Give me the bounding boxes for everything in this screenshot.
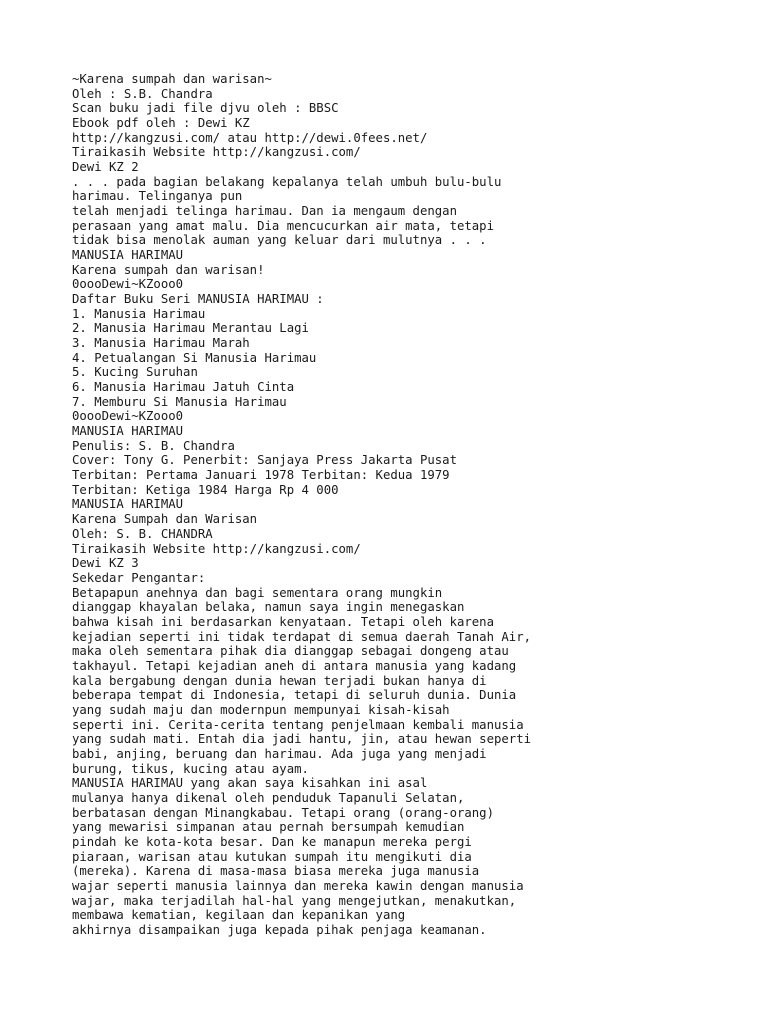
text-line: bahwa kisah ini berdasarkan kenyataan. Tetapi oleh karena <box>72 614 494 629</box>
text-line: mulanya hanya dikenal oleh penduduk Tapanuli Selatan, <box>72 790 465 805</box>
text-line: MANUSIA HARIMAU <box>72 248 184 263</box>
text-line: kala bergabung dengan dunia hewan terjadi bukan hanya di <box>72 673 487 688</box>
text-line: 4. Petualangan Si Manusia Harimau <box>72 350 317 365</box>
text-line: telah menjadi telinga harimau. Dan ia mengaum dengan <box>72 204 457 219</box>
text-line: maka oleh sementara pihak dia dianggap sebagai dongeng atau <box>72 644 509 659</box>
text-line: 5. Kucing Suruhan <box>72 365 198 380</box>
text-line: kejadian seperti ini tidak terdapat di semua daerah Tanah Air, <box>72 629 532 644</box>
text-line: 2. Manusia Harimau Merantau Lagi <box>72 321 309 336</box>
text-line: Oleh : S.B. Chandra <box>72 86 213 101</box>
text-line: ~Karena sumpah dan warisan~ <box>72 72 272 86</box>
text-line: Scan buku jadi file djvu oleh : BBSC <box>72 101 339 116</box>
text-line: Ebook pdf oleh : Dewi KZ <box>72 116 250 131</box>
text-line: 0oooDewi~KZooo0 <box>72 277 184 292</box>
text-line: burung, tikus, kucing atau ayam. <box>72 761 309 776</box>
text-line: piaraan, warisan atau kutukan sumpah itu mengikuti dia <box>72 849 472 864</box>
text-line: yang sudah maju dan modernpun mempunyai kisah-kisah <box>72 702 450 717</box>
text-line: akhirnya disampaikan juga kepada pihak penjaga keamanan. <box>72 922 487 937</box>
text-line: Cover: Tony G. Penerbit: Sanjaya Press Jakarta Pusat <box>72 453 457 468</box>
text-line: 7. Memburu Si Manusia Harimau <box>72 394 287 409</box>
text-line: 0oooDewi~KZooo0 <box>72 409 184 424</box>
text-line: Karena Sumpah dan Warisan <box>72 512 258 527</box>
text-line: wajar seperti manusia lainnya dan mereka kawin dengan manusia <box>72 878 524 893</box>
text-line: MANUSIA HARIMAU <box>72 424 184 439</box>
text-line: Karena sumpah dan warisan! <box>72 262 265 277</box>
text-line: Tiraikasih Website http://kangzusi.com/ <box>72 145 361 160</box>
text-line: seperti ini. Cerita-cerita tentang penjelmaan kembali manusia <box>72 717 524 732</box>
text-line: 1. Manusia Harimau <box>72 306 206 321</box>
text-line: Tiraikasih Website http://kangzusi.com/ <box>72 541 361 556</box>
text-line: . . . pada bagian belakang kepalanya telah umbuh bulu-bulu <box>72 174 502 189</box>
text-line: Terbitan: Pertama Januari 1978 Terbitan: Kedua 1979 <box>72 468 450 483</box>
text-line: pindah ke kota-kota besar. Dan ke manapun mereka pergi <box>72 834 472 849</box>
text-line: Daftar Buku Seri MANUSIA HARIMAU : <box>72 292 324 307</box>
text-line: 3. Manusia Harimau Marah <box>72 336 250 351</box>
text-line: Penulis: S. B. Chandra <box>72 438 235 453</box>
text-line: 6. Manusia Harimau Jatuh Cinta <box>72 380 295 395</box>
text-line: Oleh: S. B. CHANDRA <box>72 526 213 541</box>
text-line: yang mewarisi simpanan atau pernah bersumpah kemudian <box>72 820 465 835</box>
text-line: Terbitan: Ketiga 1984 Harga Rp 4 000 <box>72 482 339 497</box>
text-line: tidak bisa menolak auman yang keluar dari mulutnya . . . <box>72 233 487 248</box>
text-line: http://kangzusi.com/ atau http://dewi.0fees.net/ <box>72 130 428 145</box>
text-line: beberapa tempat di Indonesia, tetapi di seluruh dunia. Dunia <box>72 688 517 703</box>
text-line: perasaan yang amat malu. Dia mencucurkan air mata, tetapi <box>72 218 494 233</box>
text-line: wajar, maka terjadilah hal-hal yang mengejutkan, menakutkan, <box>72 893 517 908</box>
text-line: babi, anjing, beruang dan harimau. Ada juga yang menjadi <box>72 746 487 761</box>
text-line: dianggap khayalan belaka, namun saya ingin menegaskan <box>72 600 465 615</box>
text-line: harimau. Telinganya pun <box>72 189 243 204</box>
text-line: Sekedar Pengantar: <box>72 570 206 585</box>
text-line: yang sudah mati. Entah dia jadi hantu, jin, atau hewan seperti <box>72 732 532 747</box>
text-line: takhayul. Tetapi kejadian aneh di antara manusia yang kadang <box>72 658 517 673</box>
text-line: (mereka). Karena di masa-masa biasa mereka juga manusia <box>72 864 480 879</box>
text-line: Betapapun anehnya dan bagi sementara orang mungkin <box>72 585 443 600</box>
text-line: Dewi KZ 2 <box>72 160 139 175</box>
text-line: berbatasan dengan Minangkabau. Tetapi orang (orang-orang) <box>72 805 494 820</box>
text-line: MANUSIA HARIMAU yang akan saya kisahkan ini asal <box>72 776 428 791</box>
document-page <box>72 72 752 938</box>
text-line: MANUSIA HARIMAU <box>72 497 184 512</box>
text-line: membawa kematian, kegilaan dan kepanikan yang <box>72 908 406 923</box>
text-line: Dewi KZ 3 <box>72 556 139 571</box>
